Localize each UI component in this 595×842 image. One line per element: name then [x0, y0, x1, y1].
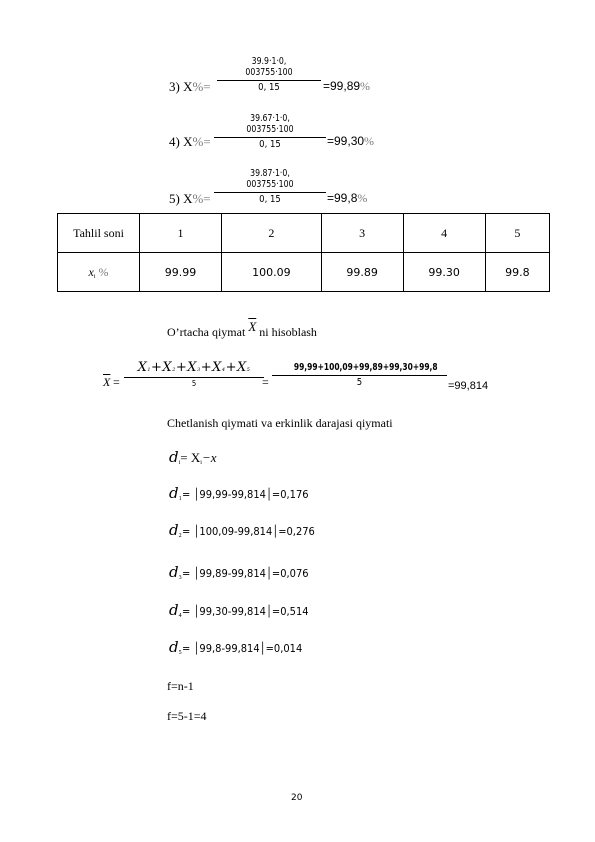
denominator: 0, 15 [259, 139, 281, 150]
step-label: 5) X%= [169, 191, 211, 206]
table-cell: 99.30 [403, 253, 485, 292]
deviation-item: $d_1=$ │99,99-99,814│=0,176 [169, 484, 309, 502]
f-value: f=5-1=4 [167, 709, 207, 723]
deviation-heading: Chetlanish qiymati va erkinlik darajasi qiymati [167, 416, 393, 430]
table-cell: 100.09 [222, 253, 322, 292]
deviation-item: $d_3=$ │99,89-99,814│=0,076 [169, 563, 309, 581]
fraction-bar [124, 377, 264, 378]
fraction [214, 113, 326, 150]
results-table [57, 213, 550, 292]
denominator: 5 [356, 377, 363, 388]
column-header: 2 [222, 214, 322, 253]
numerator: 99,99+100,09+99,89+99,30+99,8 [293, 362, 438, 373]
deviation-item: $d_5=$ │99,8-99,814│=0,014 [169, 638, 302, 656]
row-label: $x_i$ % [58, 253, 140, 292]
fraction-bar [214, 192, 326, 193]
fraction [214, 168, 326, 205]
mean-symbol: $\overline{X}$ [103, 375, 111, 389]
deviation-item: $d_4=$ │99,30-99,814│=0,514 [169, 601, 309, 619]
step-result: =99,30% [327, 134, 375, 148]
mean-intro: O’rtacha qiymat $\overline{X}$ ni hisoblash [167, 319, 317, 339]
numerator: 39.9·1·0, 003755·100 [245, 56, 293, 78]
equals: = [262, 375, 269, 389]
step-label: 4) X%= [169, 134, 211, 149]
table-cell: 99.89 [321, 253, 403, 292]
numerator: X1+X2+X3+X4+X5 [137, 360, 251, 375]
deviation-formula: $d_i= X_i-x$ [169, 448, 217, 466]
fraction-bar [217, 80, 321, 81]
deviation-item: $d_2=$ │100,09-99,814│=0,276 [169, 521, 315, 539]
denominator: 5 [191, 379, 197, 388]
table-cell: 99.99 [140, 253, 222, 292]
fraction-bar [214, 137, 326, 138]
page-number: 20 [291, 793, 303, 803]
step-result: =99,89% [323, 79, 371, 93]
denominator: 0, 15 [258, 82, 280, 93]
f-formula: f=n-1 [167, 679, 194, 693]
equals: = [113, 375, 120, 389]
fraction-bar [272, 375, 447, 376]
step-result: =99,8% [327, 191, 368, 205]
header-label: Tahlil soni [58, 214, 140, 253]
step-label: 3) X%= [169, 79, 211, 94]
symbolic-fraction [124, 360, 264, 388]
denominator: 0, 15 [259, 194, 281, 205]
table-row [58, 253, 550, 292]
column-header: 3 [321, 214, 403, 253]
mean-result: =99,814 [448, 380, 489, 392]
numerator: 39.67·1·0, 003755·100 [246, 113, 294, 135]
column-header: 4 [403, 214, 485, 253]
fraction [217, 56, 321, 93]
column-header: 1 [140, 214, 222, 253]
table-header-row [58, 214, 550, 253]
numeric-fraction [272, 362, 447, 388]
numerator: 39.87·1·0, 003755·100 [246, 168, 294, 190]
column-header: 5 [485, 214, 549, 253]
table-cell: 99.8 [485, 253, 549, 292]
